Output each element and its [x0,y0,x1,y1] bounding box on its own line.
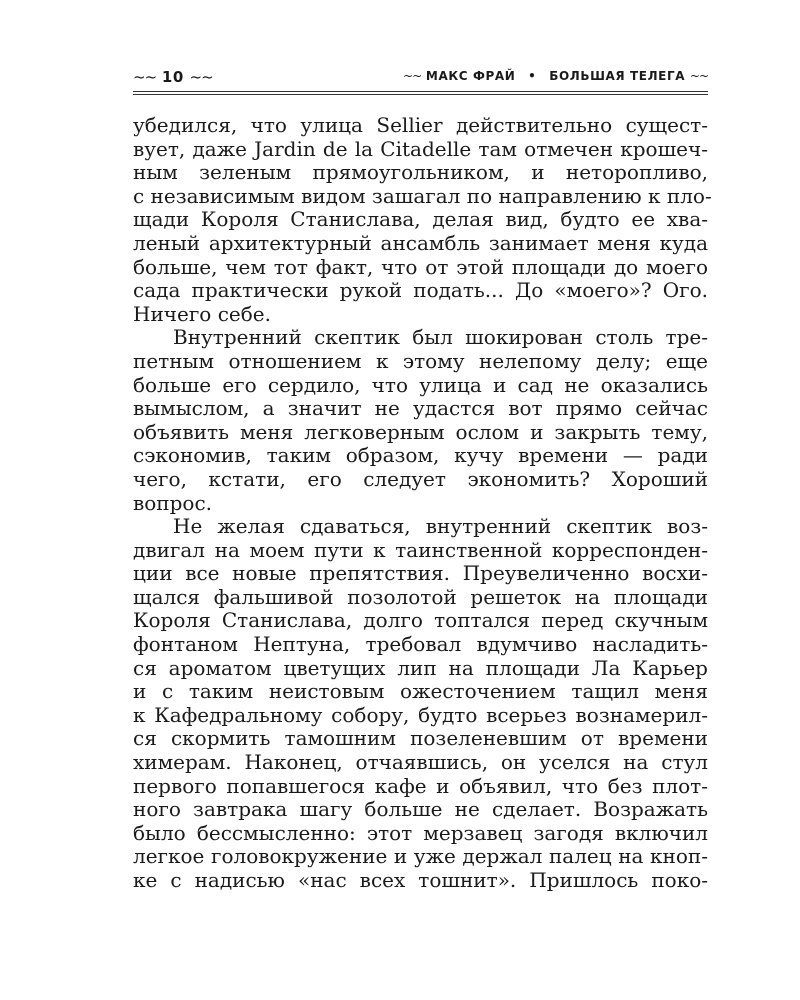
book-info [403,69,708,83]
text-line: фонтаном Нептуна, требовал вдумчиво насладить- [133,632,708,657]
text-line: ся скормить тамошним позеленевшим от времени [133,726,708,751]
text-line: Внутренний скептик был шокирован столь тре- [173,325,708,350]
text-line: было бессмысленно: этот мерзавец загодя включил [133,820,708,845]
text-line: вымыслом, а значит не удастся вот прямо сейчас [133,396,708,421]
text-line: Ничего себе. [133,301,271,326]
text-line: с независимым видом зашагал по направлению к пло- [133,183,712,208]
left-ornament: ~ [201,68,213,86]
text-line: ного завтрака шагу больше не сделает. Возражать [133,797,708,822]
text-line: двигал на моем пути к таинственной корреспонден- [133,537,708,562]
right-ornament: ~ [689,69,699,83]
left-ornament: ~ [133,68,145,86]
text-line: к Кафедральному собору, будто всерьез вознамерил- [133,702,708,727]
text-line: леный архитектурный ансамбль занимает меня куда [133,230,708,255]
right-ornament: ~ [698,69,708,83]
right-ornament: ~ [412,69,422,83]
author-name: МАКС ФРАЙ [425,69,516,83]
text-line: легкое головокружение и уже держал палец на кноп- [133,844,708,869]
text-line: щади Короля Станислава, делая вид, будто ее хва- [133,207,708,232]
text-line: петным отношением к этому нелепому делу; еще [133,348,708,373]
text-line: объявить меня легковерным ослом и закрыть тему, [133,419,708,444]
text-line: вопрос. [133,490,213,515]
text-line: чего, кстати, его следует экономить? Хороший [133,466,708,491]
text-line: сэкономив, таким образом, кучу времени — ради [133,443,708,468]
running-header [133,66,708,90]
text-line: ным зеленым прямоугольником, и неторопливо, [133,160,708,185]
text-line: ции все новые препятствия. Преувеличенно восхи- [133,561,708,586]
text-line: и с таким неистовым ожесточением тащил меня [133,679,708,704]
text-line: ке с надисью «нас всех тошнит». Пришлось поко- [133,868,708,892]
text-line: больше его сердило, что улица и сад не оказались [133,372,708,397]
left-ornament: ~ [189,68,202,86]
left-ornament: ~ [144,68,157,86]
text-line: больше, чем тот факт, что от этой площади до моего [133,254,708,279]
page-number: 10 [161,68,184,86]
text-line: вует, даже Jardin de la Citadelle там отмечен крошеч- [133,136,708,161]
body-text [133,113,712,893]
book-title: БОЛЬШАЯ ТЕЛЕГА [549,69,686,83]
page-number-block [133,68,213,86]
bullet-separator: • [528,69,537,83]
text-line: ся ароматом цветущих лип на площади Ла Карьер [133,655,708,680]
text-line: Короля Станислава, долго топтался перед скучным [133,608,708,633]
text-line: Не желая сдаваться, внутренний скептик воз- [173,514,708,539]
text-line: химерам. Наконец, отчаявшись, он уселся на стул [133,750,708,775]
header-rule [133,91,708,92]
right-ornament: ~ [403,69,413,83]
text-line: сада практически рукой подать... До «моего»? Ого. [133,278,708,303]
text-line: щался фальшивой позолотой решеток на площади [133,584,708,609]
header-rule [133,94,708,95]
text-line: первого попавшегося кафе и объявил, что без плот- [133,773,708,798]
text-line: убедился, что улица Sellier действительно сущест- [133,113,708,137]
